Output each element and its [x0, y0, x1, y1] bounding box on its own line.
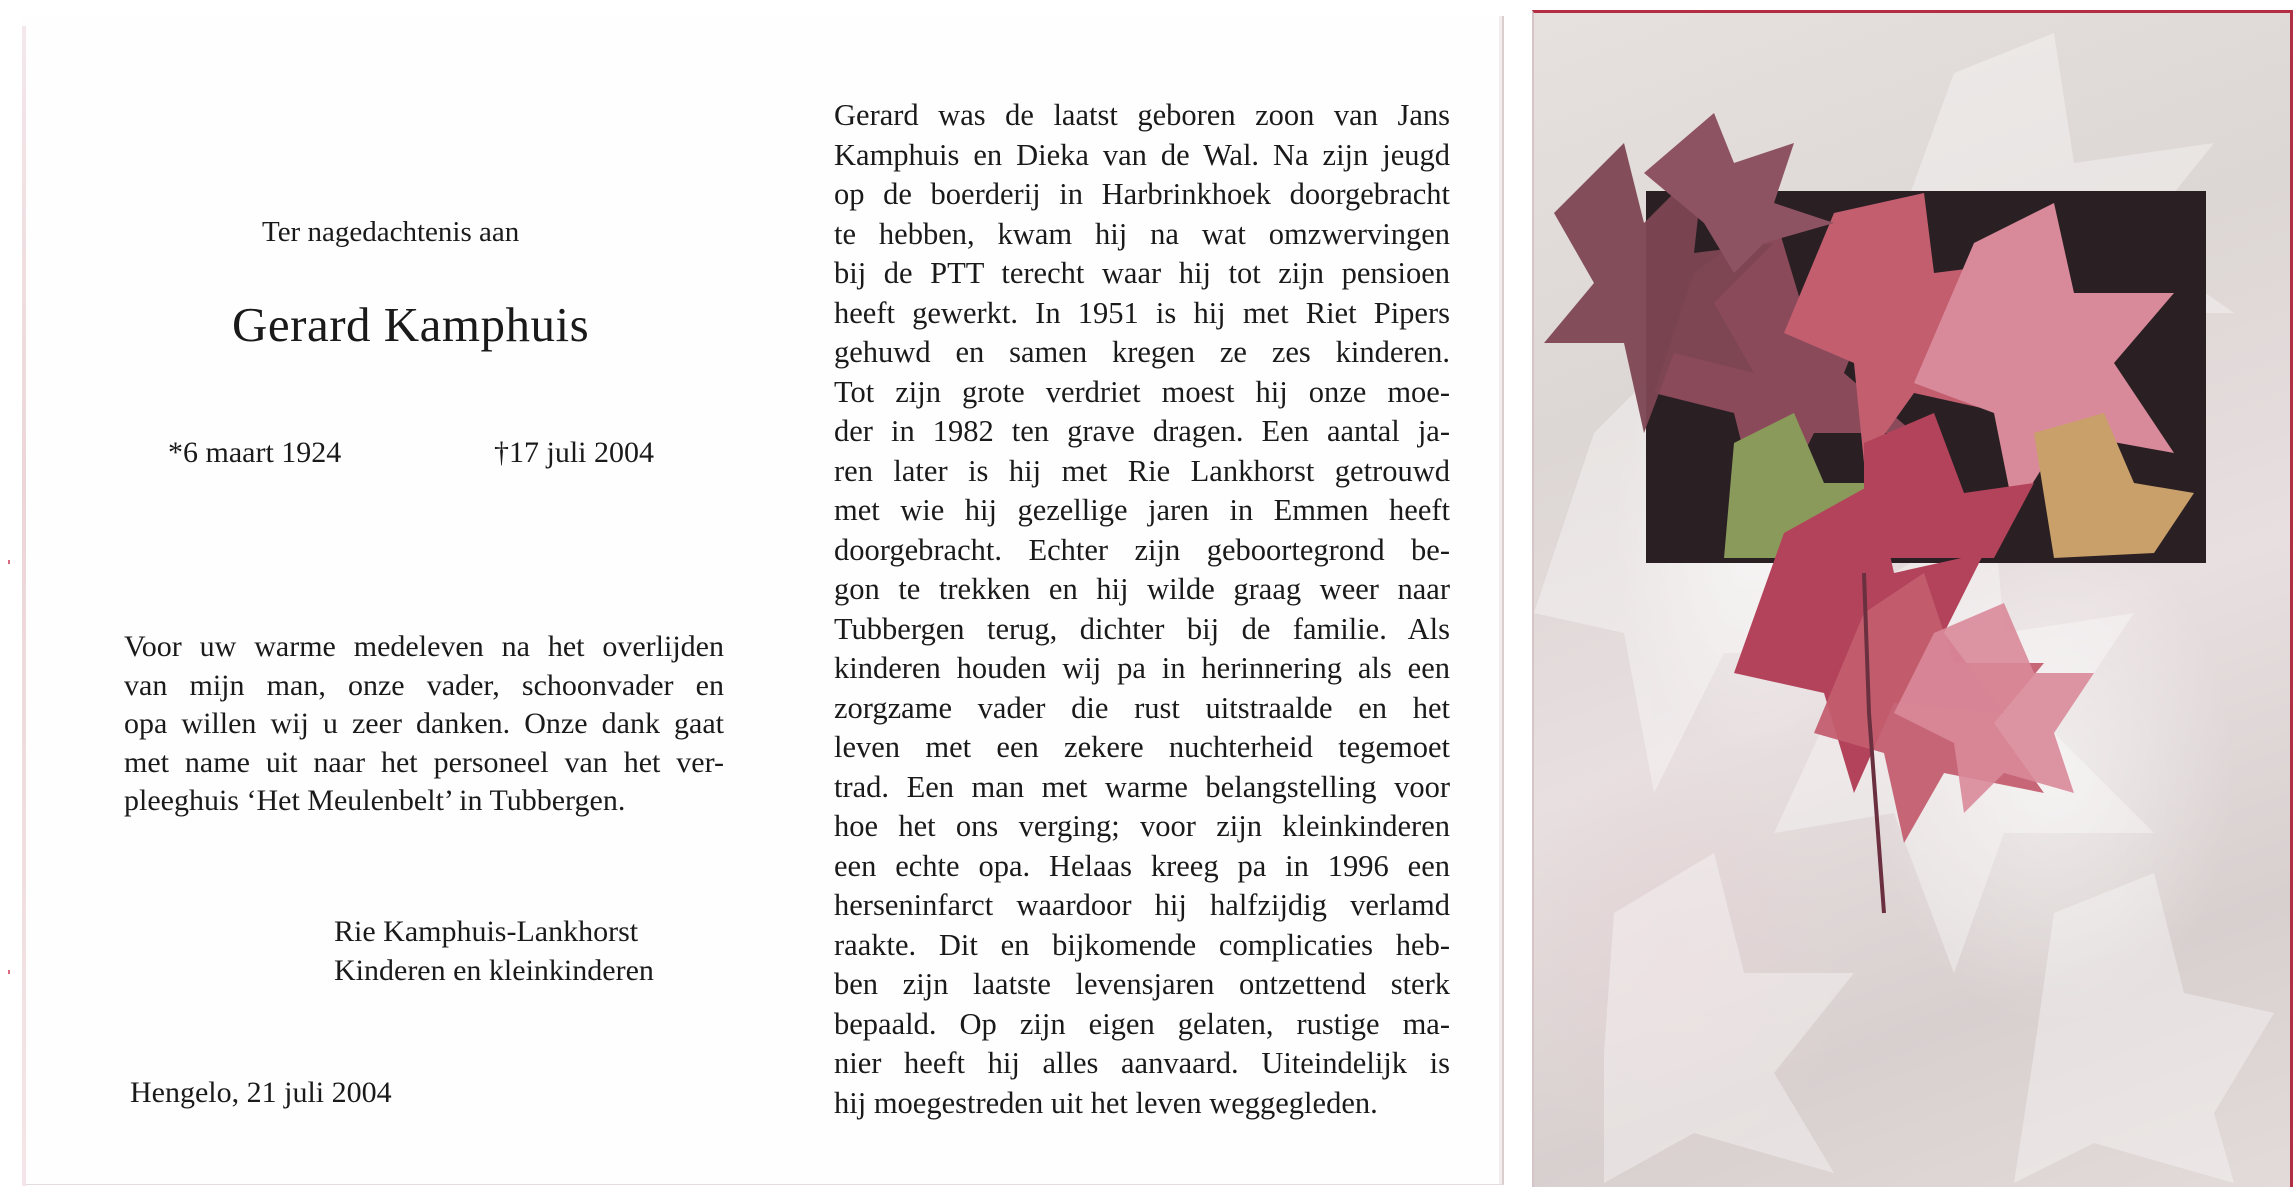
bio-line: met wie hij gezellige jaren in Emmen heeft [834, 493, 1450, 527]
memory-line: Ter nagedachtenis aan [262, 216, 520, 248]
thanks-line: opa willen wij u zeer danken. Onze dank gaat [124, 707, 724, 740]
memorial-card-inside [22, 16, 1504, 1185]
bio-line: gehuwd en samen kregen ze zes kinderen. [834, 335, 1450, 369]
bio-line: leven met een zekere nuchterheid tegemoet [834, 730, 1450, 764]
biography-paragraph [834, 96, 1450, 1123]
bio-line: zorgzame vader die rust uitstraalde en het [834, 690, 1450, 725]
thanks-line: van mijn man, onze vader, schoonvader en [124, 668, 724, 702]
bio-line: der in 1982 ten grave dragen. Een aantal ja- [834, 414, 1450, 448]
bio-line: trad. Een man met warme belangstelling voor [834, 769, 1450, 804]
left-column [102, 16, 742, 1184]
bio-line: kinderen houden wij pa in herinnering als een [834, 651, 1450, 685]
bio-line: te hebben, kwam hij na wat omzwervingen [834, 216, 1450, 251]
thanks-line: Voor uw warme medeleven na het overlijden [124, 630, 724, 663]
bio-line: bij de PTT terecht waar hij tot zijn pensioen [834, 256, 1450, 290]
signer-line: Kinderen en kleinkinderen [334, 954, 654, 987]
bio-line: Tot zijn grote verdriet moest hij onze moe- [834, 374, 1450, 409]
signer-line: Rie Kamphuis-Lankhorst [334, 915, 639, 948]
death-date: †17 juli 2004 [494, 436, 655, 469]
bio-line: op de boerderij in Harbrinkhoek doorgebracht [834, 177, 1450, 211]
bio-line: hij moegestreden uit het leven weggegleden. [834, 1085, 1378, 1120]
card-left-edge [22, 26, 26, 1186]
bio-line: hoe het ons verging; voor zijn kleinkinderen [834, 809, 1450, 843]
thanks-line: met name uit naar het personeel van het ver- [124, 745, 724, 779]
bio-line: heeft gewerkt. In 1951 is hij met Riet Pipers [834, 295, 1450, 330]
thanks-paragraph [124, 628, 724, 821]
bio-line: herseninfarct waardoor hij halfzijdig verlamd [834, 888, 1450, 922]
scan-mark [8, 560, 10, 564]
bio-line: ren later is hij met Rie Lankhorst getrouwd [834, 453, 1450, 488]
place-date: Hengelo, 21 juli 2004 [130, 1076, 392, 1109]
card-cover-artwork [1532, 10, 2293, 1187]
bio-line: ben zijn laatste levensjaren ontzettend sterk [834, 967, 1450, 1001]
bio-line: Kamphuis en Dieka van de Wal. Na zijn jeugd [834, 137, 1450, 172]
scan-mark [8, 970, 10, 974]
bio-line: bepaald. Op zijn eigen gelaten, rustige ma- [834, 1006, 1450, 1041]
leaf-illustration [1534, 13, 2290, 1187]
bio-line: raakte. Dit en bijkomende complicaties heb- [834, 927, 1450, 962]
bio-line: doorgebracht. Echter zijn geboortegrond be- [834, 532, 1450, 567]
deceased-name: Gerard Kamphuis [232, 297, 590, 352]
bio-line: nier heeft hij alles aanvaard. Uiteindelijk is [834, 1046, 1450, 1080]
birth-date: *6 maart 1924 [168, 436, 342, 469]
bio-line: gon te trekken en hij wilde graag weer naar [834, 572, 1450, 606]
thanks-line: pleeghuis ‘Het Meulenbelt’ in Tubbergen. [124, 784, 626, 817]
signature-block [334, 912, 654, 990]
bio-line: een echte opa. Helaas kreeg pa in 1996 een [834, 848, 1450, 883]
bio-line: Gerard was de laatst geboren zoon van Jans [834, 98, 1450, 132]
bio-line: Tubbergen terug, dichter bij de familie. Als [834, 611, 1450, 646]
